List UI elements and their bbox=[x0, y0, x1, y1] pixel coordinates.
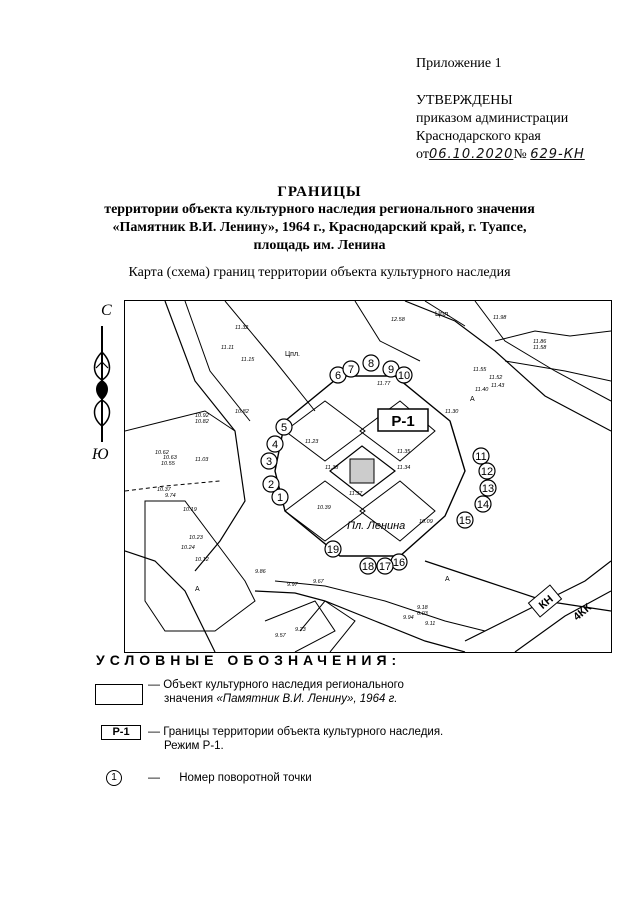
elevation-label: 10.82 bbox=[235, 409, 249, 415]
cadastral-map bbox=[124, 300, 612, 653]
turning-point-number: 6 bbox=[334, 370, 342, 382]
title-line2: «Памятник В.И. Ленину», 1964 г., Краснодарский край, г. Туапсе, bbox=[112, 220, 527, 235]
elevation-label: 11.52 bbox=[489, 375, 503, 381]
elevation-label: 9.74 bbox=[165, 493, 176, 499]
legend-item-point bbox=[148, 770, 312, 784]
elevation-label: 11.86 bbox=[533, 339, 547, 345]
elevation-label: 11.38 bbox=[325, 465, 339, 471]
elevation-label: 11.11 bbox=[221, 345, 234, 351]
compass-north-label: С bbox=[101, 302, 112, 319]
legend-point-symbol: 1 bbox=[106, 770, 122, 786]
elevation-label: 9.23 bbox=[295, 627, 306, 633]
elevation-label: 9.94 bbox=[403, 615, 414, 621]
approval-line2: приказом администрации bbox=[416, 111, 569, 126]
street-label-3: А bbox=[470, 396, 475, 403]
legend-dash-2: — bbox=[148, 724, 160, 738]
elevation-label: 11.15 bbox=[241, 357, 255, 363]
turning-point-number: 2 bbox=[267, 479, 275, 491]
street-label-2: Цпл. bbox=[435, 311, 450, 318]
title-heading: ГРАНИЦЫ bbox=[277, 184, 362, 200]
number-prefix: № bbox=[513, 147, 527, 162]
turning-point-number: 4 bbox=[271, 439, 279, 451]
legend-zone-text-b: Режим Р-1. bbox=[164, 740, 224, 752]
legend-object-text-italic: «Памятник В.И. Ленину», 1964 г. bbox=[216, 693, 398, 705]
turning-point-number: 8 bbox=[367, 358, 375, 370]
zone-mark-4kk: 4КК bbox=[571, 601, 594, 624]
map-canvas bbox=[125, 301, 611, 652]
elevation-label: 10.62 bbox=[155, 450, 169, 456]
compass-arrow-icon bbox=[90, 322, 114, 446]
legend-point-text: Номер поворотной точки bbox=[179, 772, 312, 784]
elevation-label: 12.58 bbox=[391, 317, 405, 323]
elevation-label: 9.67 bbox=[313, 579, 324, 585]
elevation-label: 11.34 bbox=[397, 465, 411, 471]
elevation-label: 6.03 bbox=[417, 611, 428, 617]
elevation-label: 10.82 bbox=[195, 419, 209, 425]
elevation-label: 11.55 bbox=[473, 367, 487, 373]
elevation-label: 9.97 bbox=[287, 582, 298, 588]
elevation-label: 10.19 bbox=[183, 507, 197, 513]
turning-point-number: 14 bbox=[476, 499, 490, 511]
zone-mark-kn: КН bbox=[536, 593, 556, 612]
turning-point-number: 12 bbox=[480, 466, 494, 478]
turning-point-number: 5 bbox=[280, 422, 288, 434]
number-handwritten: 629-КН bbox=[530, 147, 585, 162]
zone-label: Р-1 bbox=[391, 413, 415, 430]
elevation-label: 9.57 bbox=[275, 633, 286, 639]
elevation-label: 10.24 bbox=[181, 545, 195, 551]
street-label-5: А bbox=[195, 586, 200, 593]
elevation-label: 11.23 bbox=[305, 439, 319, 445]
elevation-label: 11.37 bbox=[349, 491, 363, 497]
legend-object-text-b: значения bbox=[164, 693, 217, 705]
elevation-label: 10.55 bbox=[161, 461, 175, 467]
square-label: Пл. Ленина bbox=[347, 520, 406, 532]
turning-point-number: 15 bbox=[458, 515, 472, 527]
approval-line3: Краснодарского края bbox=[416, 129, 541, 144]
date-prefix: от bbox=[416, 147, 429, 162]
turning-point-number: 10 bbox=[397, 370, 411, 382]
elevation-label: 10.92 bbox=[195, 413, 209, 419]
legend-zone-text-a: Границы территории объекта культурного наследия. bbox=[163, 726, 444, 738]
street-label-1: Цпл. bbox=[285, 351, 300, 358]
turning-point-number: 16 bbox=[392, 557, 406, 569]
elevation-label: 11.30 bbox=[445, 409, 459, 415]
street-label-4: А bbox=[445, 576, 450, 583]
elevation-label: 9.11 bbox=[425, 621, 436, 627]
elevation-label: 9.18 bbox=[417, 605, 428, 611]
compass-south-label: Ю bbox=[92, 446, 109, 463]
turning-point-number: 17 bbox=[378, 561, 392, 573]
legend-item-zone bbox=[148, 724, 459, 753]
turning-point-number: 18 bbox=[361, 561, 375, 573]
elevation-label: 10.12 bbox=[195, 557, 209, 563]
elevation-label: 10.09 bbox=[419, 519, 433, 525]
legend-item-object bbox=[148, 677, 464, 706]
legend-object-symbol bbox=[95, 684, 143, 705]
elevation-label: 11.98 bbox=[493, 315, 507, 321]
turning-point-number: 19 bbox=[326, 544, 340, 556]
elevation-label: 10.39 bbox=[317, 505, 331, 511]
elevation-label: 10.23 bbox=[189, 535, 203, 541]
elevation-label: 11.43 bbox=[491, 383, 505, 389]
elevation-label: 11.40 bbox=[475, 387, 489, 393]
appendix-label: Приложение 1 bbox=[416, 56, 502, 71]
date-handwritten: 06.10.2020 bbox=[428, 147, 514, 162]
title-line3: площадь им. Ленина bbox=[253, 238, 386, 253]
turning-point-number: 9 bbox=[387, 364, 395, 376]
map-caption: Карта (схема) границ территории объекта культурного наследия bbox=[128, 265, 511, 280]
legend-heading: УСЛОВНЫЕ ОБОЗНАЧЕНИЯ: bbox=[96, 652, 402, 668]
approval-date-line bbox=[416, 146, 585, 164]
title-line1: территории объекта культурного наследия регионального значения bbox=[104, 202, 535, 217]
approval-block bbox=[416, 92, 585, 164]
elevation-label: 11.58 bbox=[533, 345, 547, 351]
approval-line1: УТВЕРЖДЕНЫ bbox=[416, 93, 513, 108]
turning-point-number: 1 bbox=[276, 492, 284, 504]
turning-point-number: 13 bbox=[481, 483, 495, 495]
elevation-label: 11.35 bbox=[397, 449, 411, 455]
legend-dash-3: — bbox=[148, 770, 160, 784]
turning-point-number: 11 bbox=[475, 451, 487, 463]
legend-dash-1: — bbox=[148, 677, 160, 691]
elevation-label: 11.77 bbox=[377, 381, 391, 387]
turning-point-number: 7 bbox=[347, 364, 355, 376]
elevation-label: 9.86 bbox=[255, 569, 266, 575]
elevation-label: 10.63 bbox=[163, 455, 177, 461]
legend-zone-badge: Р-1 bbox=[101, 725, 141, 740]
elevation-label: 11.32 bbox=[235, 325, 249, 331]
elevation-label: 11.03 bbox=[195, 457, 209, 463]
turning-point-number: 3 bbox=[265, 456, 273, 468]
document-title bbox=[0, 183, 639, 255]
legend-object-text-a: Объект культурного наследия регионального bbox=[163, 679, 404, 691]
elevation-label: 10.37 bbox=[157, 487, 171, 493]
